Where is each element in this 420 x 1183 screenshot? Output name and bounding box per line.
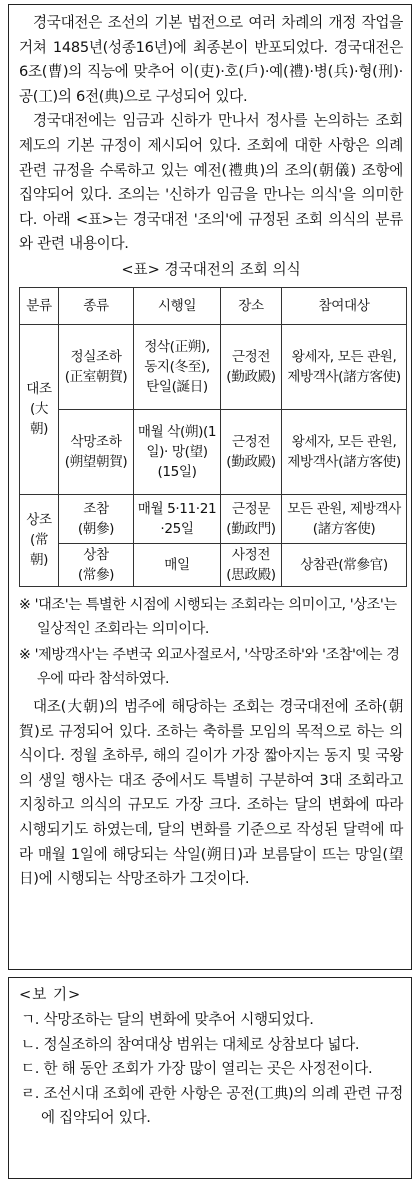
header-attendees: 참여대상	[282, 287, 407, 324]
header-place: 장소	[221, 287, 282, 324]
passage-box	[8, 4, 412, 970]
type-cell	[59, 324, 134, 409]
place-hanja: (勤政殿)	[226, 453, 276, 470]
category-cell-sangjo	[20, 494, 59, 586]
attendees-cell: 모든 관원, 제방객사(諸方客使)	[282, 494, 407, 543]
place-label: 근정전	[231, 348, 271, 365]
type-hanja: (朔望朝賀)	[64, 453, 128, 470]
table-row	[20, 494, 407, 543]
type-hanja: (常參)	[77, 566, 115, 583]
category-cell-daejo	[20, 324, 59, 494]
choices-box	[8, 977, 412, 1179]
rites-table	[19, 287, 407, 587]
category-label: 대조	[26, 381, 52, 398]
table-row	[20, 409, 407, 494]
type-label: 삭망조하	[70, 433, 122, 450]
choice-item: ㄱ. 삭망조하는 달의 변화에 맞추어 시행되었다.	[21, 1011, 314, 1028]
place-label: 근정문	[231, 500, 271, 517]
date-cell: 정삭(正朔), 동지(冬至), 탄일(誕日)	[134, 324, 221, 409]
table-header-row	[20, 287, 407, 324]
date-cell: 매월 삭(朔)(1일)· 망(望)(15일)	[134, 409, 221, 494]
header-type: 종류	[59, 287, 134, 324]
choice-item: ㄴ. 정실조하의 참여대상 범위는 대체로 상참보다 넓다.	[21, 1035, 360, 1053]
type-label: 상참	[83, 546, 109, 563]
place-cell	[221, 494, 282, 543]
choice-item: ㄷ. 한 해 동안 조회가 가장 많이 열리는 곳은 사정전이다.	[21, 1060, 373, 1078]
choices-title: <보 기>	[19, 986, 82, 1003]
table-note-envoys: ※ '제방객사'는 주변국 외교사절로서, '삭망조하'와 '조참'에는 경우에 따라 참석하였다.	[19, 646, 400, 687]
date-cell: 매일	[134, 543, 221, 586]
paragraph-joha: 대조(大朝)의 범주에 해당하는 조회는 경국대전에 조하(朝賀)로 규정되어 있다. 조하는 축하를 모임의 목적으로 하는 의식이다. 정월 초하루, 해의 길이가 가장 짧아지는 동지 및 국왕의 생일 행사는 대조 중에서도 특별히 구분하여 3대 조회라고 지칭하고 의식의 규모도 가장 크다. 조하는 달의 변화에 따라 시행되기도 하였는데, 달의 변화를 기준으로 작성된 달력에 따라 매월 1일에 해당되는 삭일(朔日)과 보름달이 뜨는 망일(望日)에 시행되는 삭망조하가 그것이다.	[19, 697, 403, 888]
attendees-cell: 왕세자, 모든 관원, 제방객사(諸方客使)	[282, 409, 407, 494]
table-note-daejo-sangjo: ※ '대조'는 특별한 시점에 시행되는 조회라는 의미이고, '상조'는 일상적인 조회라는 의미이다.	[19, 596, 397, 637]
table-caption: <표> 경국대전의 조회 의식	[121, 260, 301, 278]
type-cell	[59, 494, 134, 543]
type-hanja: (朝參)	[77, 520, 115, 537]
place-cell	[221, 324, 282, 409]
place-cell	[221, 409, 282, 494]
attendees-cell: 왕세자, 모든 관원, 제방객사(諸方客使)	[282, 324, 407, 409]
table-row	[20, 324, 407, 409]
place-label: 사정전	[231, 546, 271, 563]
place-hanja: (勤政門)	[226, 520, 276, 537]
paragraph-intro: 경국대전은 조선의 기본 법전으로 여러 차례의 개정 작업을 거쳐 1485년(성종16년)에 최종본이 반포되었다. 경국대전은 6조(曹)의 직능에 맞추어 이(吏)·호(戶)·예(禮)·병(兵)·형(刑)·공(工)의 6전(典)으로 구성되어 있다.	[19, 14, 403, 105]
type-label: 정실조하	[70, 348, 122, 365]
table-row	[20, 543, 407, 586]
place-hanja: (勤政殿)	[226, 368, 276, 385]
attendees-cell: 상참관(常參官)	[282, 543, 407, 586]
header-date: 시행일	[134, 287, 221, 324]
type-cell	[59, 409, 134, 494]
category-hanja: (大朝)	[29, 401, 49, 438]
place-cell	[221, 543, 282, 586]
place-label: 근정전	[231, 433, 271, 450]
type-label: 조참	[83, 500, 109, 517]
category-hanja: (常朝)	[29, 532, 49, 569]
type-cell	[59, 543, 134, 586]
type-hanja: (正室朝賀)	[64, 368, 128, 385]
date-cell: 매월 5·11·21 ·25일	[134, 494, 221, 543]
paragraph-joui: 경국대전에는 임금과 신하가 만나서 정사를 논의하는 조회제도의 기본 규정이 제시되어 있다. 조회에 대한 사항은 의례 관련 규정을 수록하고 있는 예전(禮典)의 조의(朝儀) 조항에 집약되어 있다. 조의는 '신하가 임금을 만나는 의식'을 의미한다. 아래 <표>는 경국대전 '조의'에 규정된 조회 의식의 분류와 관련 내용이다.	[19, 112, 403, 253]
category-label: 상조	[26, 512, 52, 529]
header-category: 분류	[20, 287, 59, 324]
place-hanja: (思政殿)	[226, 566, 276, 583]
choice-item: ㄹ. 조선시대 조회에 관한 사항은 공전(工典)의 의례 관련 규정에 집약되어 있다.	[21, 1084, 403, 1127]
